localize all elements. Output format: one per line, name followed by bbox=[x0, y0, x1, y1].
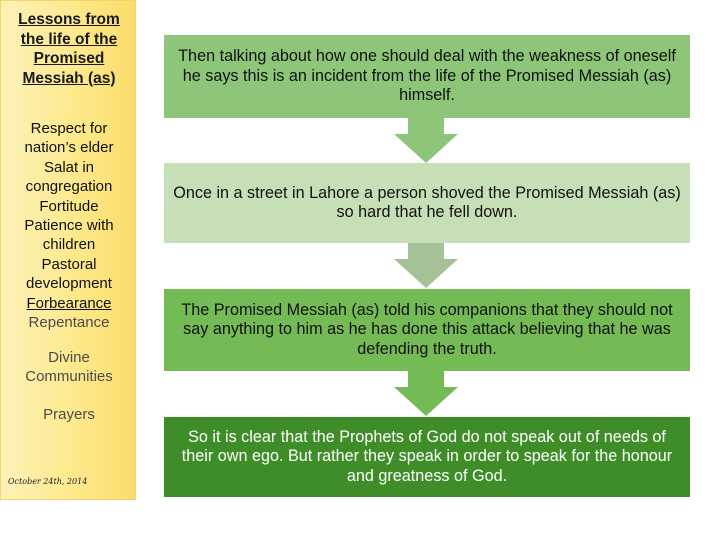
flow-step-text: So it is clear that the Prophets of God do not speak out of needs of their own ego. But rather they speak in order to speak for the honour and greatness of God. bbox=[181, 427, 673, 485]
sidebar-title bbox=[1, 10, 137, 88]
sidebar-item: Respect for bbox=[30, 120, 108, 137]
sidebar-item-line: Divine bbox=[48, 349, 90, 366]
sidebar-item: Repentance bbox=[28, 314, 110, 332]
sidebar-item-current: Forbearance bbox=[26, 294, 112, 312]
topic-sidebar bbox=[0, 0, 136, 500]
sidebar-item: Pastoral bbox=[41, 255, 97, 273]
sidebar-item: Salat in bbox=[43, 158, 95, 176]
sidebar-item-divine-communities bbox=[1, 348, 137, 387]
sidebar-item: nation’s elder bbox=[24, 139, 114, 157]
flow-step-4 bbox=[164, 417, 690, 497]
flow-step-1 bbox=[164, 35, 690, 118]
sidebar-title-line: Promised bbox=[33, 50, 105, 67]
sidebar-item-prayers: Prayers bbox=[43, 406, 95, 423]
sidebar-title-line: Messiah (as) bbox=[22, 69, 116, 87]
sidebar-topic-list bbox=[1, 119, 137, 332]
slide-date: October 24th, 2014 bbox=[8, 477, 88, 486]
flow-step-text: Once in a street in Lahore a person shoved the Promised Messiah (as) so hard that he fell down. bbox=[173, 183, 681, 221]
flow-step-text: The Promised Messiah (as) told his companions that they should not say anything to him as he has done this attack believing that he was defending the truth. bbox=[181, 300, 673, 358]
sidebar-item: congregation bbox=[25, 178, 113, 196]
sidebar-item: development bbox=[26, 275, 112, 293]
flow-step-3 bbox=[164, 289, 690, 371]
sidebar-title-line: Lessons from bbox=[18, 11, 120, 28]
sidebar-title-line: the life of the bbox=[20, 30, 118, 48]
sidebar-item: Patience with bbox=[24, 217, 114, 235]
flow-step-2 bbox=[164, 163, 690, 243]
down-arrow-icon bbox=[392, 118, 460, 164]
sidebar-item: Fortitude bbox=[39, 197, 99, 215]
sidebar-item-line: Communities bbox=[25, 368, 113, 386]
down-arrow-icon bbox=[392, 371, 460, 417]
down-arrow-icon bbox=[392, 243, 460, 289]
flow-step-text: Then talking about how one should deal with the weakness of oneself he says this is an incident from the life of the Promised Messiah (as) himself. bbox=[178, 47, 676, 105]
sidebar-item: children bbox=[42, 236, 96, 254]
